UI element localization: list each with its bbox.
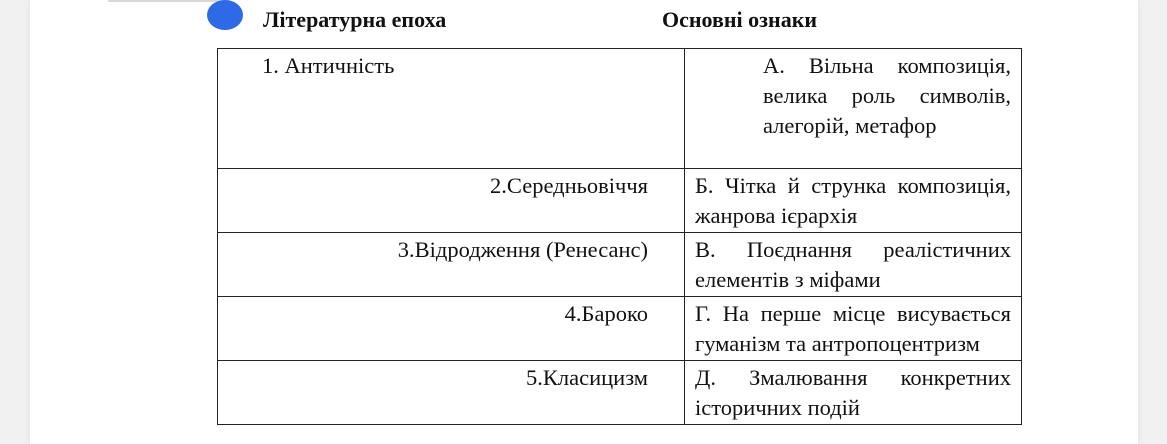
epoch-cell: 4.Бароко: [218, 297, 685, 361]
blue-dot-marker: [207, 0, 243, 30]
feature-cell: А. Вільна композиція, велика роль символів, алегорій, метафор: [685, 49, 1022, 169]
feature-cell: Д. Змалювання конкретних історичних подій: [685, 361, 1022, 425]
feature-cell: Г. На перше місце висувається гуманізм та антропоцентризм: [685, 297, 1022, 361]
feature-cell: В. Поєднання реалістичних елементів з міфами: [685, 233, 1022, 297]
top-divider: [108, 0, 230, 2]
matching-table: [217, 48, 1022, 425]
epoch-cell: 3.Відродження (Ренесанс): [218, 233, 685, 297]
epoch-cell: 2.Середньовіччя: [218, 169, 685, 233]
header-main-features: Основні ознаки: [662, 7, 818, 32]
feature-cell: Б. Чітка й струнка композиція, жанрова ієрархія: [685, 169, 1022, 233]
epoch-cell: 5.Класицизм: [218, 361, 685, 425]
table-row: [218, 49, 1022, 169]
epoch-cell: 1. Античність: [218, 49, 685, 169]
table-row: [218, 233, 1022, 297]
header-literary-epoch: Літературна епоха: [263, 7, 447, 32]
table-row: [218, 169, 1022, 233]
table-row: [218, 297, 1022, 361]
table-row: [218, 361, 1022, 425]
